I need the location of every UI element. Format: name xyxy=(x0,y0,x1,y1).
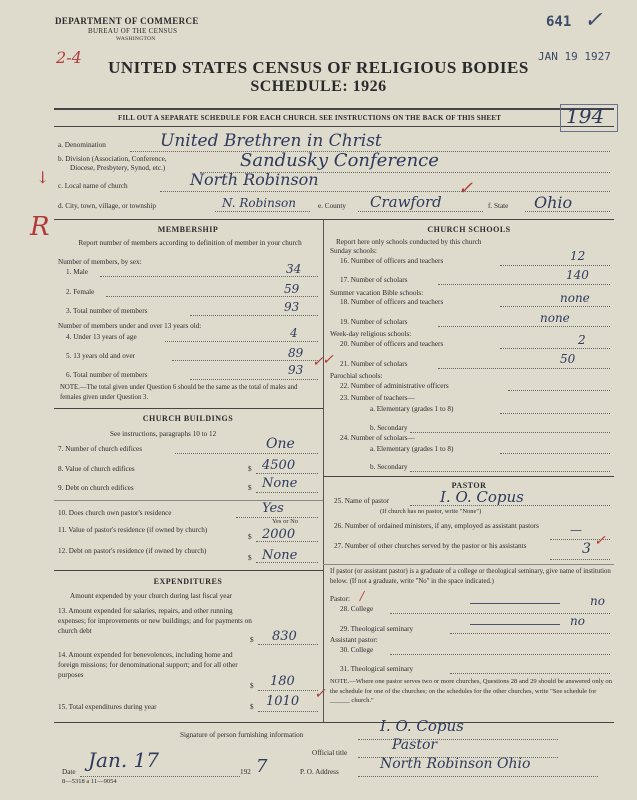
po-address-line xyxy=(358,776,598,777)
q19-label: 19. Number of scholars xyxy=(340,318,408,326)
red-check-scholars-icon: ✓ xyxy=(322,352,334,368)
dollar-sign: $ xyxy=(250,636,254,644)
q29-value: no xyxy=(570,614,585,628)
signature-value: I. O. Copus xyxy=(380,717,464,735)
male-value: 34 xyxy=(286,262,302,276)
state-value: Ohio xyxy=(534,193,573,212)
q28-dash xyxy=(470,603,560,604)
q21-value: 50 xyxy=(560,352,576,366)
signature-label: Signature of person furnishing information xyxy=(180,731,304,739)
q30-label: 30. College xyxy=(340,646,374,654)
buildings-rule xyxy=(54,408,323,409)
header-rule-bottom xyxy=(54,126,614,127)
q23b-line xyxy=(410,432,610,433)
q27-value: 3 xyxy=(582,541,591,557)
pastor-edu-label: Pastor: xyxy=(330,595,350,603)
q17-label: 17. Number of scholars xyxy=(340,276,408,284)
owns-residence-value: Yes xyxy=(262,501,284,516)
year-prefix: 192 xyxy=(240,768,251,776)
q17-value: 140 xyxy=(566,268,589,282)
q27-label: 27. Number of other churches served by the pastor or his assistants xyxy=(334,542,527,550)
section-rule xyxy=(54,219,614,220)
residence-debt-label: 12. Debt on pastor's residence (if owned by church) xyxy=(58,547,207,555)
over-13-label: 5. 13 years old and over xyxy=(66,352,136,360)
total-members-2-line xyxy=(190,379,318,380)
q23a-label: a. Elementary (grades 1 to 8) xyxy=(370,405,454,413)
q25-value: I. O. Copus xyxy=(440,488,524,506)
q24a-label: a. Elementary (grades 1 to 8) xyxy=(370,445,454,453)
schools-title: CHURCH SCHOOLS xyxy=(427,225,511,234)
over-13-line xyxy=(172,360,318,361)
q22-label: 22. Number of administrative officers xyxy=(340,382,449,390)
q25-note: (If church has no pastor, write "None") xyxy=(380,508,482,515)
q14-line xyxy=(258,690,318,691)
column-divider xyxy=(323,220,324,722)
edifice-debt-value: None xyxy=(262,476,298,491)
q23-label: 23. Number of teachers— xyxy=(340,394,415,402)
instructions-line: FILL OUT A SEPARATE SCHEDULE FOR EACH CHURCH. SEE INSTRUCTIONS ON THE BACK OF THIS SHEET xyxy=(118,114,502,122)
q29-dash xyxy=(470,624,560,625)
check-mark-icon: ✓ xyxy=(584,8,603,33)
membership-title: MEMBERSHIP xyxy=(157,225,219,234)
residence-value-amount: 2000 xyxy=(262,527,296,542)
division-label: b. Division (Association, Conference, xyxy=(58,155,167,163)
expenditures-title: EXPENDITURES xyxy=(153,577,223,586)
pastor-title: PASTOR xyxy=(451,481,487,490)
under-13-value: 4 xyxy=(290,326,298,340)
over-13-value: 89 xyxy=(288,346,304,360)
county-value: Crawford xyxy=(370,193,442,211)
edifice-debt-label: 9. Debt on church edifices xyxy=(58,484,134,492)
members-by-sex-label: Number of members, by sex: xyxy=(58,258,142,266)
dollar-sign: $ xyxy=(248,465,252,473)
female-line xyxy=(106,296,318,297)
under-13-line xyxy=(165,341,318,342)
q13-value: 830 xyxy=(272,629,297,644)
form-number: 8—5318 a 11—9054 xyxy=(62,778,117,785)
q20-line xyxy=(500,348,610,349)
q16-line xyxy=(500,265,610,266)
q22-line xyxy=(508,390,610,391)
q14-label: 14. Amount expended for benevolences, including home and foreign missions; for denominational support; and for all other purposes xyxy=(58,651,238,679)
q28-label: 28. College xyxy=(340,605,374,613)
corner-mark: 2-4 xyxy=(56,48,82,67)
q16-value: 12 xyxy=(570,249,586,263)
division-value: Sandusky Conference xyxy=(240,150,439,171)
q19-line xyxy=(438,326,610,327)
edifices-line xyxy=(175,453,318,454)
po-address-value: North Robinson Ohio xyxy=(380,756,531,772)
q25-label: 25. Name of pastor xyxy=(334,497,390,505)
q31-label: 31. Theological seminary xyxy=(340,665,414,673)
q24b-line xyxy=(410,471,610,472)
county-label: e. County xyxy=(318,202,346,210)
bureau-heading: BUREAU OF THE CENSUS xyxy=(88,27,178,35)
schedule-number: 194 xyxy=(566,104,605,128)
q21-line xyxy=(438,368,610,369)
local-name-line xyxy=(160,191,610,192)
local-name-label: c. Local name of church xyxy=(58,182,128,190)
q18-line xyxy=(500,306,610,307)
city-line xyxy=(215,211,310,212)
received-date-stamp: JAN 19 1927 xyxy=(538,50,611,63)
form-title: UNITED STATES CENSUS OF RELIGIOUS BODIES xyxy=(108,58,529,77)
signature-line xyxy=(358,739,558,740)
female-label: 2. Female xyxy=(66,288,95,296)
date-line xyxy=(80,776,240,777)
buildings-title: CHURCH BUILDINGS xyxy=(142,414,234,423)
residence-value-label: 11. Value of pastor's residence (if owned by church) xyxy=(58,526,208,534)
dollar-sign: $ xyxy=(250,703,254,711)
q24-label: 24. Number of scholars— xyxy=(340,434,415,442)
red-check-total-icon: ✓ xyxy=(314,686,326,702)
buildings-instructions: See instructions, paragraphs 10 to 12 xyxy=(110,430,217,438)
header-rule-top xyxy=(54,108,614,110)
q20-value: 2 xyxy=(578,333,586,347)
total-members-2-value: 93 xyxy=(288,363,304,377)
red-check-churches-icon: ✓ xyxy=(594,533,606,549)
total-members-value: 93 xyxy=(284,300,300,314)
q29-label: 29. Theological seminary xyxy=(340,625,414,633)
yes-no-hint: Yes or No xyxy=(272,518,299,525)
official-title-label: Official title xyxy=(312,749,348,757)
membership-intro: Report number of members according to definition of member in your church xyxy=(78,239,302,247)
margin-arrow-mark: ↓ xyxy=(36,168,50,187)
q27-line xyxy=(550,559,610,560)
date-value: Jan. 17 xyxy=(88,748,159,772)
members-by-age-label: Number of members under and over 13 years old: xyxy=(58,322,202,330)
male-label: 1. Male xyxy=(66,268,88,276)
owns-residence-label: 10. Does church own pastor's residence xyxy=(58,509,172,517)
pastor-subrule xyxy=(323,564,614,565)
q24b-label: b. Secondary xyxy=(370,463,408,471)
summer-schools-label: Summer vacation Bible schools: xyxy=(330,289,424,297)
form-subtitle: SCHEDULE: 1926 xyxy=(250,78,387,95)
dollar-sign: $ xyxy=(250,682,254,690)
official-title-value: Pastor xyxy=(392,737,438,753)
date-label: Date xyxy=(62,768,76,776)
edifices-value: One xyxy=(266,436,295,452)
dollar-sign: $ xyxy=(248,484,252,492)
total-members-2-label: 6. Total number of members xyxy=(66,371,148,379)
footer-rule xyxy=(54,722,614,723)
po-address-label: P. O. Address xyxy=(300,768,339,776)
year-value: 7 xyxy=(256,756,268,777)
q15-line xyxy=(258,711,318,712)
total-members-line xyxy=(190,315,318,316)
county-line xyxy=(358,211,483,212)
edifice-value-amount: 4500 xyxy=(262,458,296,473)
q24a-line xyxy=(500,453,610,454)
graduate-note: If pastor (or assistant pastor) is a graduate of a college or theological seminary, give name of institution below. (If not a graduate, write "No" in the space indicated.) xyxy=(330,568,611,585)
denomination-value: United Brethren in Christ xyxy=(160,131,382,151)
schools-intro: Report here only schools conducted by this church xyxy=(336,238,482,246)
parochial-schools-label: Parochial schools: xyxy=(330,372,383,380)
dollar-sign: $ xyxy=(248,533,252,541)
city-value: N. Robinson xyxy=(222,196,296,210)
edifice-value-line xyxy=(256,473,318,474)
red-check-county-icon: ✓ xyxy=(458,178,474,199)
pastor-rule xyxy=(323,476,614,477)
q31-line xyxy=(450,673,610,674)
membership-note: NOTE.—The total given under Question 6 should be the same as the total of males and females given under Question 3. xyxy=(60,384,298,401)
weekday-schools-label: Week-day religious schools: xyxy=(330,330,412,338)
q19-value: none xyxy=(540,311,570,325)
edifice-value-label: 8. Value of church edifices xyxy=(58,465,135,473)
q26-value: — xyxy=(570,523,582,537)
city-heading: WASHINGTON xyxy=(116,36,156,42)
q13-label: 13. Amount expended for salaries, repairs, and other running expenses; for improvements or new buildings; and for payments on church debt xyxy=(58,607,252,635)
male-line xyxy=(100,276,318,277)
q17-line xyxy=(438,284,610,285)
q30-line xyxy=(390,654,610,655)
department-heading: DEPARTMENT OF COMMERCE xyxy=(55,16,199,26)
q14-value: 180 xyxy=(270,674,295,689)
edifice-debt-line xyxy=(256,492,318,493)
q15-value: 1010 xyxy=(266,694,300,709)
pastor-note: NOTE.—Where one pastor serves two or more churches, Questions 28 and 29 should be answered only on the schedule for one of the churches; on the schedules for the other churches, write "See schedule for ______ church." xyxy=(330,678,612,704)
q23b-label: b. Secondary xyxy=(370,424,408,432)
expenditures-intro: Amount expended by your church during last fiscal year xyxy=(70,592,233,600)
state-label: f. State xyxy=(488,202,509,210)
q16-label: 16. Number of officers and teachers xyxy=(340,257,444,265)
denomination-label: a. Denomination xyxy=(58,141,106,149)
q23a-line xyxy=(500,413,610,414)
city-label: d. City, town, village, or township xyxy=(58,202,156,210)
stamp-number: 641 xyxy=(546,14,572,30)
total-members-label: 3. Total number of members xyxy=(66,307,148,315)
dollar-sign: $ xyxy=(248,554,252,562)
red-tick-mark: / xyxy=(360,589,365,603)
q26-label: 26. Number of ordained ministers, if any, employed as assistant pastors xyxy=(334,522,539,530)
margin-r-mark: R xyxy=(30,212,50,242)
under-13-label: 4. Under 13 years of age xyxy=(66,333,137,341)
sunday-schools-label: Sunday schools: xyxy=(330,247,377,255)
q18-value: none xyxy=(560,291,590,305)
residence-debt-value: None xyxy=(262,548,298,563)
q15-label: 15. Total expenditures during year xyxy=(58,703,157,711)
female-value: 59 xyxy=(284,282,300,296)
q29-line xyxy=(450,633,610,634)
local-name-value: North Robinson xyxy=(190,170,319,189)
expenditures-rule xyxy=(54,570,323,571)
red-check-members-icon: ✓ xyxy=(312,354,324,370)
edifices-label: 7. Number of church edifices xyxy=(58,445,143,453)
q28-value: no xyxy=(590,594,605,608)
division-label-2: Diocese, Presbytery, Synod, etc.) xyxy=(70,164,166,172)
q18-label: 18. Number of officers and teachers xyxy=(340,298,444,306)
q21-label: 21. Number of scholars xyxy=(340,360,408,368)
q20-label: 20. Number of officers and teachers xyxy=(340,340,444,348)
q13-line xyxy=(258,644,318,645)
assistant-edu-label: Assistant pastor: xyxy=(330,636,378,644)
